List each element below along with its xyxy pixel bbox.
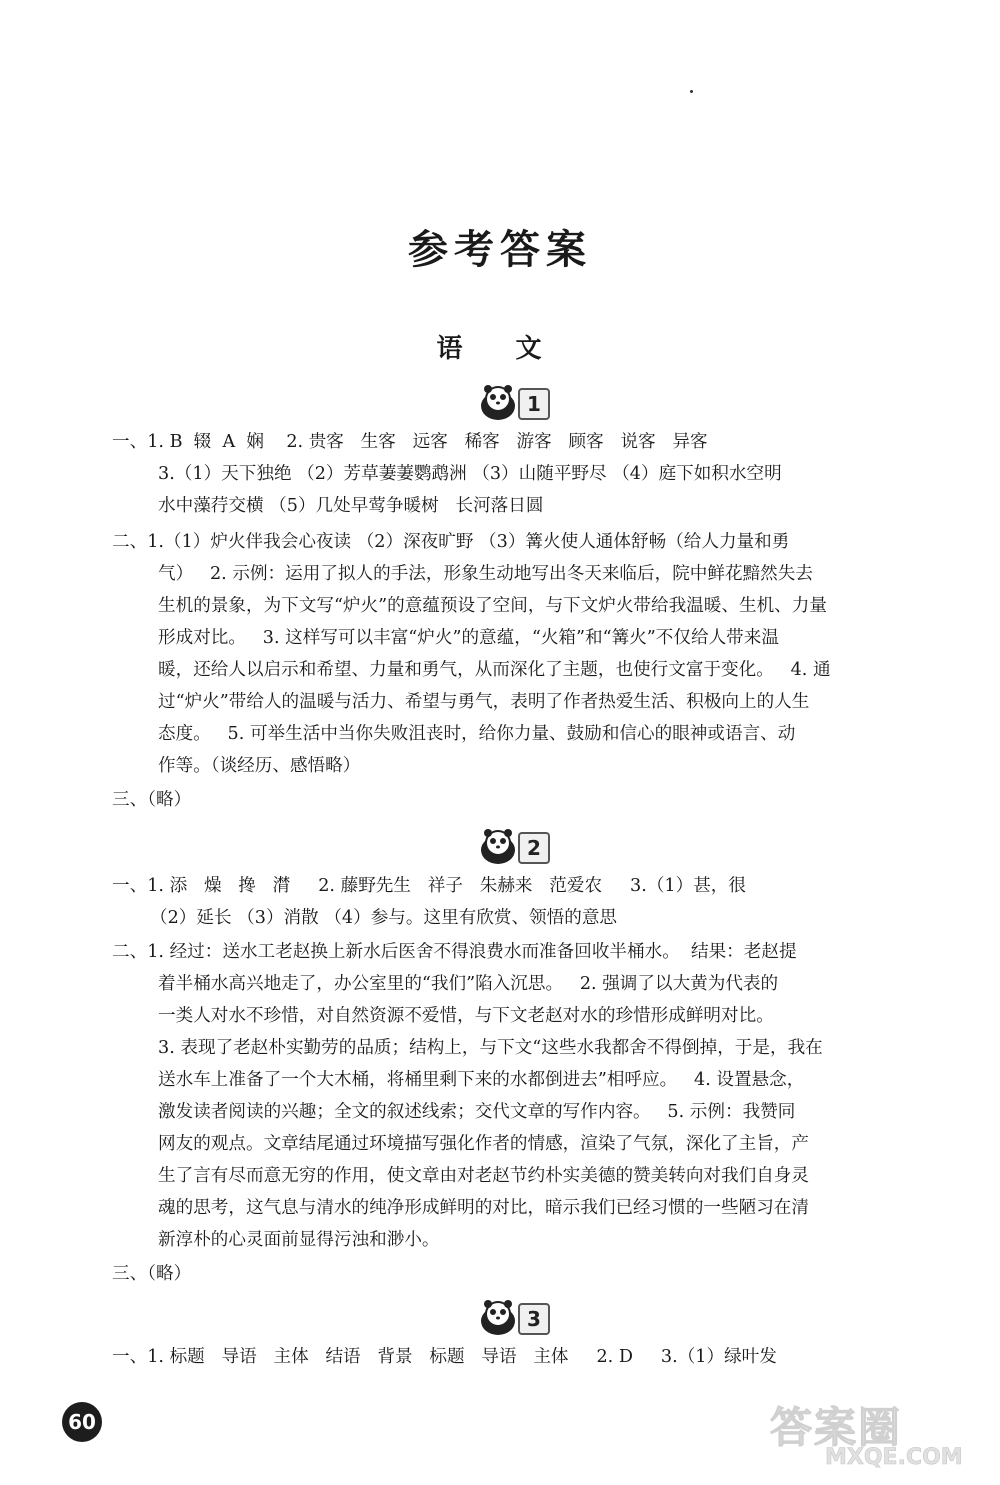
section-number: 3 (518, 1303, 550, 1335)
text-line: 形成对比。 3. 这样写可以丰富“炉火”的意蕴，“火箱”和“篝火”不仅给人带来温 (158, 628, 779, 648)
subject-heading: 语 文 (436, 334, 564, 364)
text-line: 二、1. 经过：送水工老赵换上新水后医舍不得浪费水而准备回收半桶水。 结果：老赵提 (112, 942, 797, 962)
text-line: 三、（略） (112, 1264, 192, 1284)
stray-dot (690, 90, 693, 93)
page-title: 参考答案 (408, 227, 592, 273)
watermark-main: 答案圈 (770, 1403, 903, 1452)
text-line: 生了言有尽而意无穷的作用，使文章由对老赵节约朴实美德的赞美转向对我们自身灵 (158, 1166, 809, 1186)
page-number: 60 (62, 1402, 102, 1442)
text-line: 气） 2. 示例：运用了拟人的手法，形象生动地写出冬天来临后，院中鲜花黯然失去 (158, 564, 813, 584)
section-badge-1 (478, 380, 558, 424)
text-line: 着半桶水高兴地走了，办公室里的“我们”陷入沉思。 2. 强调了以大黄为代表的 (158, 974, 779, 994)
text-line: 一类人对水不珍惜，对自然资源不爱惜，与下文老赵对水的珍惜形成鲜明对比。 (158, 1006, 774, 1026)
text-line: 一、1. 添 燥 搀 潸 2. 藤野先生 祥子 朱赫来 范爱农 3.（1）甚，很 (112, 876, 746, 896)
text-line: 态度。 5. 可举生活中当你失败沮丧时，给你力量、鼓励和信心的眼神或语言、动 (158, 724, 796, 744)
text-line: 送水车上准备了一个大木桶，将桶里剩下来的水都倒进去”相呼应。 4. 设置悬念， (158, 1070, 805, 1090)
section-number: 1 (518, 388, 550, 420)
text-line: 生机的景象，为下文写“炉火”的意蕴预设了空间，与下文炉火带给我温暖、生机、力量 (158, 596, 827, 616)
text-line: 过“炉火”带给人的温暖与活力、希望与勇气，表明了作者热爱生活、积极向上的人生 (158, 692, 810, 712)
text-line: 二、1.（1）炉火伴我会心夜读 （2）深夜旷野 （3）篝火使人通体舒畅（给人力量和勇 (112, 532, 790, 552)
text-line: 作等。（谈经历、感悟略） (158, 756, 361, 776)
text-line: 一、1. 标题 导语 主体 结语 背景 标题 导语 主体 2. D 3.（1）绿叶发 (112, 1347, 777, 1367)
watermark-url: MXQE.COM (825, 1445, 963, 1470)
text-line: 水中藻荇交横 （5）几处早莺争暖树 长河落日圆 (158, 496, 544, 516)
watermark-logo (770, 1395, 995, 1475)
text-line: 新淳朴的心灵面前显得污浊和渺小。 (158, 1230, 440, 1250)
section-badge-2 (478, 824, 558, 868)
panda-mascot-icon (478, 382, 518, 422)
text-line: 暖，还给人以启示和希望、力量和勇气，从而深化了主题，也使行文富于变化。 4. 通 (158, 660, 831, 680)
text-line: 一、1. B 辍 A 娴 2. 贵客 生客 远客 稀客 游客 顾客 说客 异客 (112, 432, 708, 452)
panda-mascot-icon (478, 826, 518, 866)
text-line: 3. 表现了老赵朴实勤劳的品质；结构上，与下文“这些水我都舍不得倒掉，于是，我在 (158, 1038, 823, 1058)
text-line: 3.（1）天下独绝 （2）芳草萋萋鹦鹉洲 （3）山随平野尽 （4）庭下如积水空明 (158, 464, 782, 484)
text-line: 激发读者阅读的兴趣；全文的叙述线索；交代文章的写作内容。 5. 示例：我赞同 (158, 1102, 796, 1122)
text-line: 网友的观点。文章结尾通过环境描写强化作者的情感，渲染了气氛，深化了主旨，产 (158, 1134, 809, 1154)
text-line: 三、（略） (112, 790, 192, 810)
section-badge-3 (478, 1295, 558, 1339)
panda-mascot-icon (478, 1297, 518, 1337)
section-number: 2 (518, 832, 550, 864)
text-line: （2）延长 （3）消散 （4）参与。这里有欣赏、领悟的意思 (150, 908, 618, 928)
text-line: 魂的思考，这气息与清水的纯净形成鲜明的对比，暗示我们已经习惯的一些陋习在清 (158, 1198, 809, 1218)
